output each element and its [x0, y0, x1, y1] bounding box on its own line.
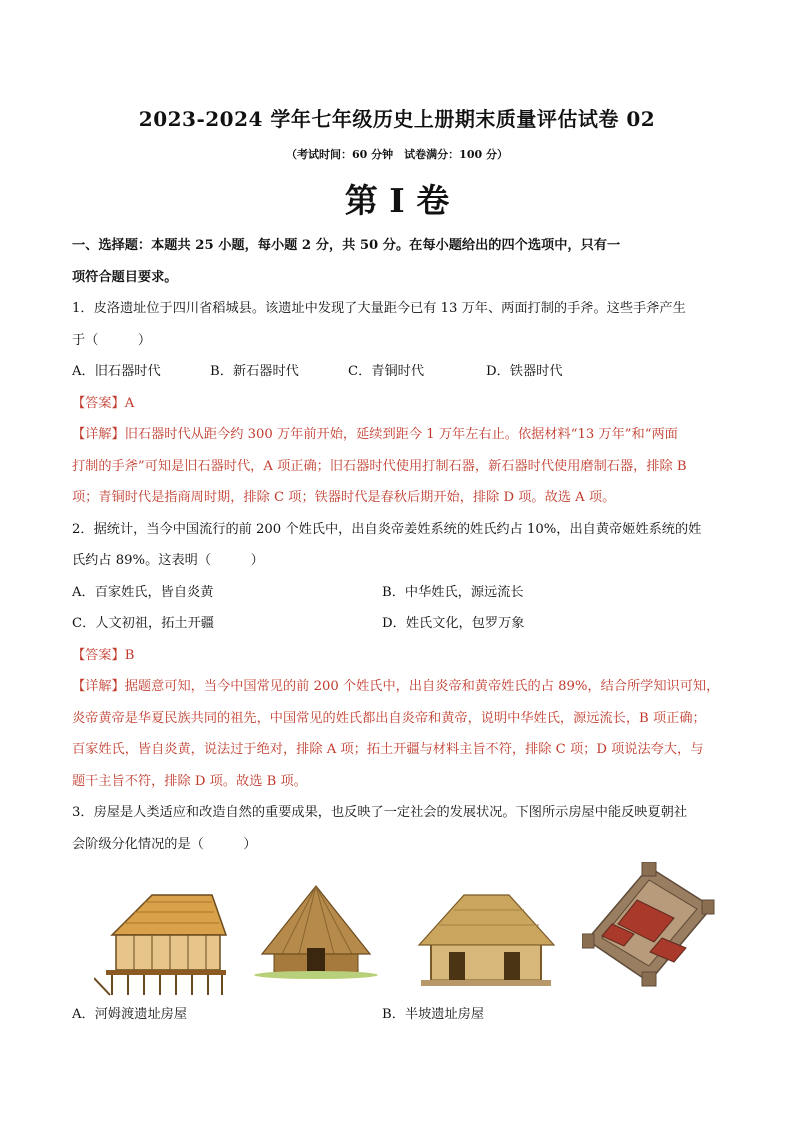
- q1-answer: 【答案】A: [72, 395, 135, 411]
- q2-stem-line2: 氏约占 89%。这表明（ ）: [72, 553, 264, 568]
- house-illustrations: [84, 862, 734, 1002]
- q2-detail-line4: 题干主旨不符，排除 D 项。故选 B 项。: [72, 773, 307, 789]
- q1-option-b: B．新石器时代: [210, 364, 299, 379]
- q1-option-d: D．铁器时代: [486, 364, 563, 379]
- q2-detail-line2: 炎帝黄帝是华夏民族共同的祖先，中国常见的姓氏都出自炎帝和黄帝，说明中华姓氏，源远流长，B 项正确；: [72, 710, 706, 726]
- section-instruction-line2: 项符合题目要求。: [72, 269, 178, 285]
- q2-options-row2: [72, 608, 724, 640]
- q1-option-c: C．青铜时代: [348, 364, 425, 379]
- q2-detail-line3: 百家姓氏，皆自炎黄，说法过于绝对，排除 A 项；拓土开疆与材料主旨不符，排除 C 项；D 项说法夸大，与: [72, 742, 704, 757]
- page-title: 2023-2024 学年七年级历史上册期末质量评估试卷 02: [138, 107, 656, 131]
- caption-b: B．半坡遗址房屋: [382, 1007, 485, 1022]
- q2-option-b: B．中华姓氏，源远流长: [382, 584, 524, 600]
- exam-info: （考试时间：60 分钟 试卷满分：100 分）: [286, 148, 508, 161]
- section-instruction-line1: 一、选择题：本题共 25 小题，每小题 2 分，共 50 分。在每小题给出的四个选项中，只有一: [72, 238, 621, 253]
- q2-answer: 【答案】B: [72, 647, 135, 663]
- q2-option-a: A．百家姓氏，皆自炎黄: [72, 584, 214, 600]
- q1-options: [72, 356, 724, 388]
- q1-detail-line3: 项；青铜时代是指商周时期，排除 C 项；铁器时代是春秋后期开始，排除 D 项。故选 A 项。: [72, 490, 616, 505]
- q2-option-d: D．姓氏文化，包罗万象: [382, 616, 525, 631]
- q2-detail-line1: 【详解】据题意可知，当今中国常见的前 200 个姓氏中，出自炎帝和黄帝姓氏的占 89%，结合所学知识可知，: [72, 679, 720, 694]
- q3-stem-line1: 3．房屋是人类适应和改造自然的重要成果，也反映了一定社会的发展状况。下图所示房屋中能反映夏朝社: [72, 805, 688, 820]
- q2-stem-line1: 2．据统计，当今中国流行的前 200 个姓氏中，出自炎帝姜姓系统的姓氏约占 10%，出自黄帝姬姓系统的姓: [72, 521, 702, 537]
- stilt-house-image: [94, 890, 229, 1000]
- q1-detail-line2: 打制的手斧”可知是旧石器时代，A 项正确；旧石器时代使用打制石器，新石器时代使用磨制石器，排除 B: [72, 458, 687, 474]
- q2-options-row1: [72, 577, 724, 609]
- walled-compound-image: [582, 862, 717, 987]
- q1-detail-line1: 【详解】旧石器时代从距今约 300 万年前开始，延续到距今 1 万年左右止。依据材料“13 万年”和“两面: [72, 427, 678, 442]
- q1-option-a: A．旧石器时代: [72, 364, 161, 379]
- question-content: [72, 230, 724, 860]
- q1-stem-line2: 于（ ）: [72, 332, 152, 348]
- caption-a: A．河姆渡遗址房屋: [72, 1007, 188, 1022]
- round-hut-image: [254, 884, 379, 979]
- q2-option-c: C．人文初祖，拓土开疆: [72, 616, 214, 631]
- q1-stem-line1: 1．皮洛遗址位于四川省稻城县。该遗址中发现了大量距今已有 13 万年、两面打制的手斧。这些手斧产生: [72, 301, 686, 316]
- volume-heading: 第 I 卷: [344, 181, 450, 220]
- q3-stem-line2: 会阶级分化情况的是（ ）: [72, 836, 257, 852]
- thatched-hall-image: [409, 890, 559, 990]
